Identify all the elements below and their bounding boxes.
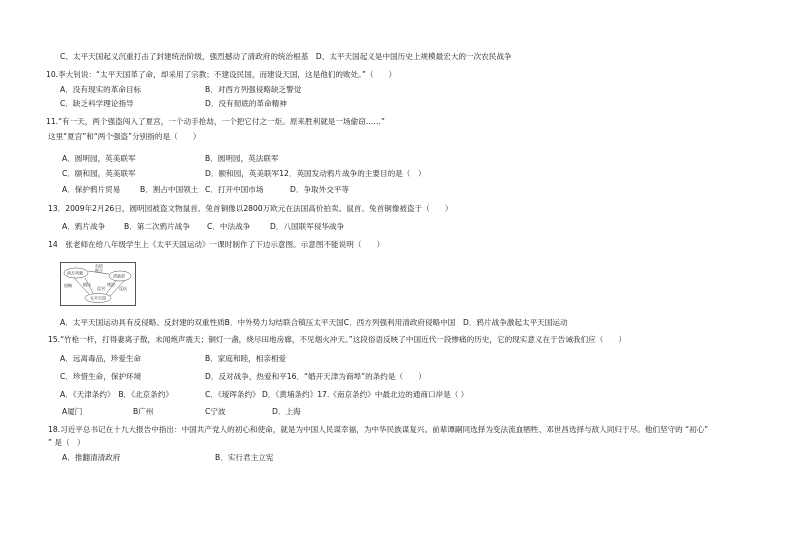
q10-option-b: B．对西方列强侵略缺乏警觉 [205,85,302,94]
q11-option-a: A．圆明园，英美联军 [62,154,136,163]
q15-option-b: B．家庭和睦，相亲相爱 [205,354,287,363]
q14-options: A．太平天国运动具有反侵略、反封建的双重性质B．中外势力勾结联合镇压太平天国C．西方列强利用清政府侵略中国 D．鸦片战争激起太平天国运动 [60,318,568,327]
q17-option-c: C宁波 [205,407,226,416]
q12-option-b: B．割占中国领土 [140,185,199,194]
q12-option-d: D．争取外交平等 [290,185,350,194]
q11-stem-2: 这里“夏宫”和“两个强盗”分别指的是（ ） [48,132,201,141]
q11-option-c: C．颐和园，英美联军 [62,169,136,178]
diagram-label-suppress: 镇压 [83,282,91,287]
q11-option-b: B．圆明园，英法联军 [205,154,279,163]
diagram-label-collude: 勾结 [95,263,103,269]
q13-stem: 13．2009年2月26日，圆明园被盗文物鼠首、兔首铜像以2800万欧元在法国高价拍卖。鼠首、兔首铜像被盗于（ ） [48,204,453,213]
q17-option-a: A厦门 [62,407,83,416]
q10-stem: 10.李大钊说：“太平天国革了命，却采用了宗教；不建设民国，而建设天国，这是他们的败处。”（ ） [46,70,397,79]
diagram-label-joint: 联合 [95,268,103,273]
q17-option-b: B广州 [133,407,154,416]
q11-option-d-q12: D．颐和园，英美联军12．英国发动鸦片战争的主要目的是（ ） [205,169,426,178]
q16-option-c: C．《瑷珲条约》 [205,390,260,399]
q9-option-c-d: C、太平天国起义沉重打击了封建统治阶级，强烈撼动了清政府的统治根基 D、太平天国起义是中国历史上规模最宏大的一次农民战争 [60,52,512,61]
taiping-diagram [60,262,136,306]
q12-option-c: C．打开中国市场 [205,185,264,194]
q18-option-a: A．推翻清清政府 [62,453,121,462]
q18-option-b: B．实行君主立宪 [215,453,274,462]
q18-stem: 18.习近平总书记在十九大报告中指出：中国共产党人的初心和使命，就是为中国人民谋幸福，为中华民族谋复兴。前辈谭嗣同选择为变法流血牺牲、邓世昌选择与敌人同归于尽。他们坚守的 “初心” [48,425,709,434]
q16-option-d-q17: D．《黄埔条约》17.《南京条约》中最北边的通商口岸是（ ） [262,390,469,399]
q15-stem: 15.“竹枪一杆，打得妻离子散，未闻炮声震天；铜灯一盏，烧尽田地房廊，不见烟火冲天。”这段俗语反映了中国近代一段惨痛的历史，它的现实意义在于告诫我们应（ ） [48,335,627,344]
q13-option-d: D．八国联军侵华战争 [270,222,345,231]
q14-stem: 14 张老师在给八年级学生上《太平天国运动》一课时制作了下边示意图。示意图不能说明（ ） [48,240,385,249]
q15-option-d-q16: D．反对战争，热爱和平16．“婚开天津为商埠”的条约是（ ） [205,372,426,381]
diagram-label-oppose: 反抗 [119,286,127,291]
q11-stem: 11.“有一天，两个强盗闯入了夏宫，一个动手抢劫，一个把它付之一炬。原来胜利就是一场偷窃……” [46,117,385,126]
q15-option-a: A．远离毒品，珍爱生命 [60,354,142,363]
q13-option-b: B．第二次鸦片战争 [124,222,190,231]
diagram-label-rule: 统治 [107,282,115,287]
diagram-label-invade: 侵略 [64,283,72,288]
diagram-canvas [61,263,135,305]
q10-option-a: A．没有现实的革命目标 [60,85,142,94]
q10-option-c: C．缺乏科学理论指导 [60,99,134,108]
q17-option-d: D．上海 [272,407,301,416]
q10-option-d: D．没有彻底的革命精神 [205,99,287,108]
q13-option-c: C．中法战争 [207,222,251,231]
diagram-label-taiping: 太平天国 [90,295,106,301]
q13-option-a: A．鸦片战争 [62,222,106,231]
q18-stem-2: ” 是（ ） [48,438,85,447]
q15-option-c: C．珍惜生命，保护环境 [60,372,142,381]
q12-option-a: A．保护鸦片贸易 [62,185,121,194]
diagram-label-west: 西方列强 [67,270,83,276]
q16-option-ab: A．《天津条约》 B．《北京条约》 [60,390,173,399]
diagram-label-against: 反对 [97,286,105,291]
diagram-label-qing: 清政府 [113,273,125,279]
